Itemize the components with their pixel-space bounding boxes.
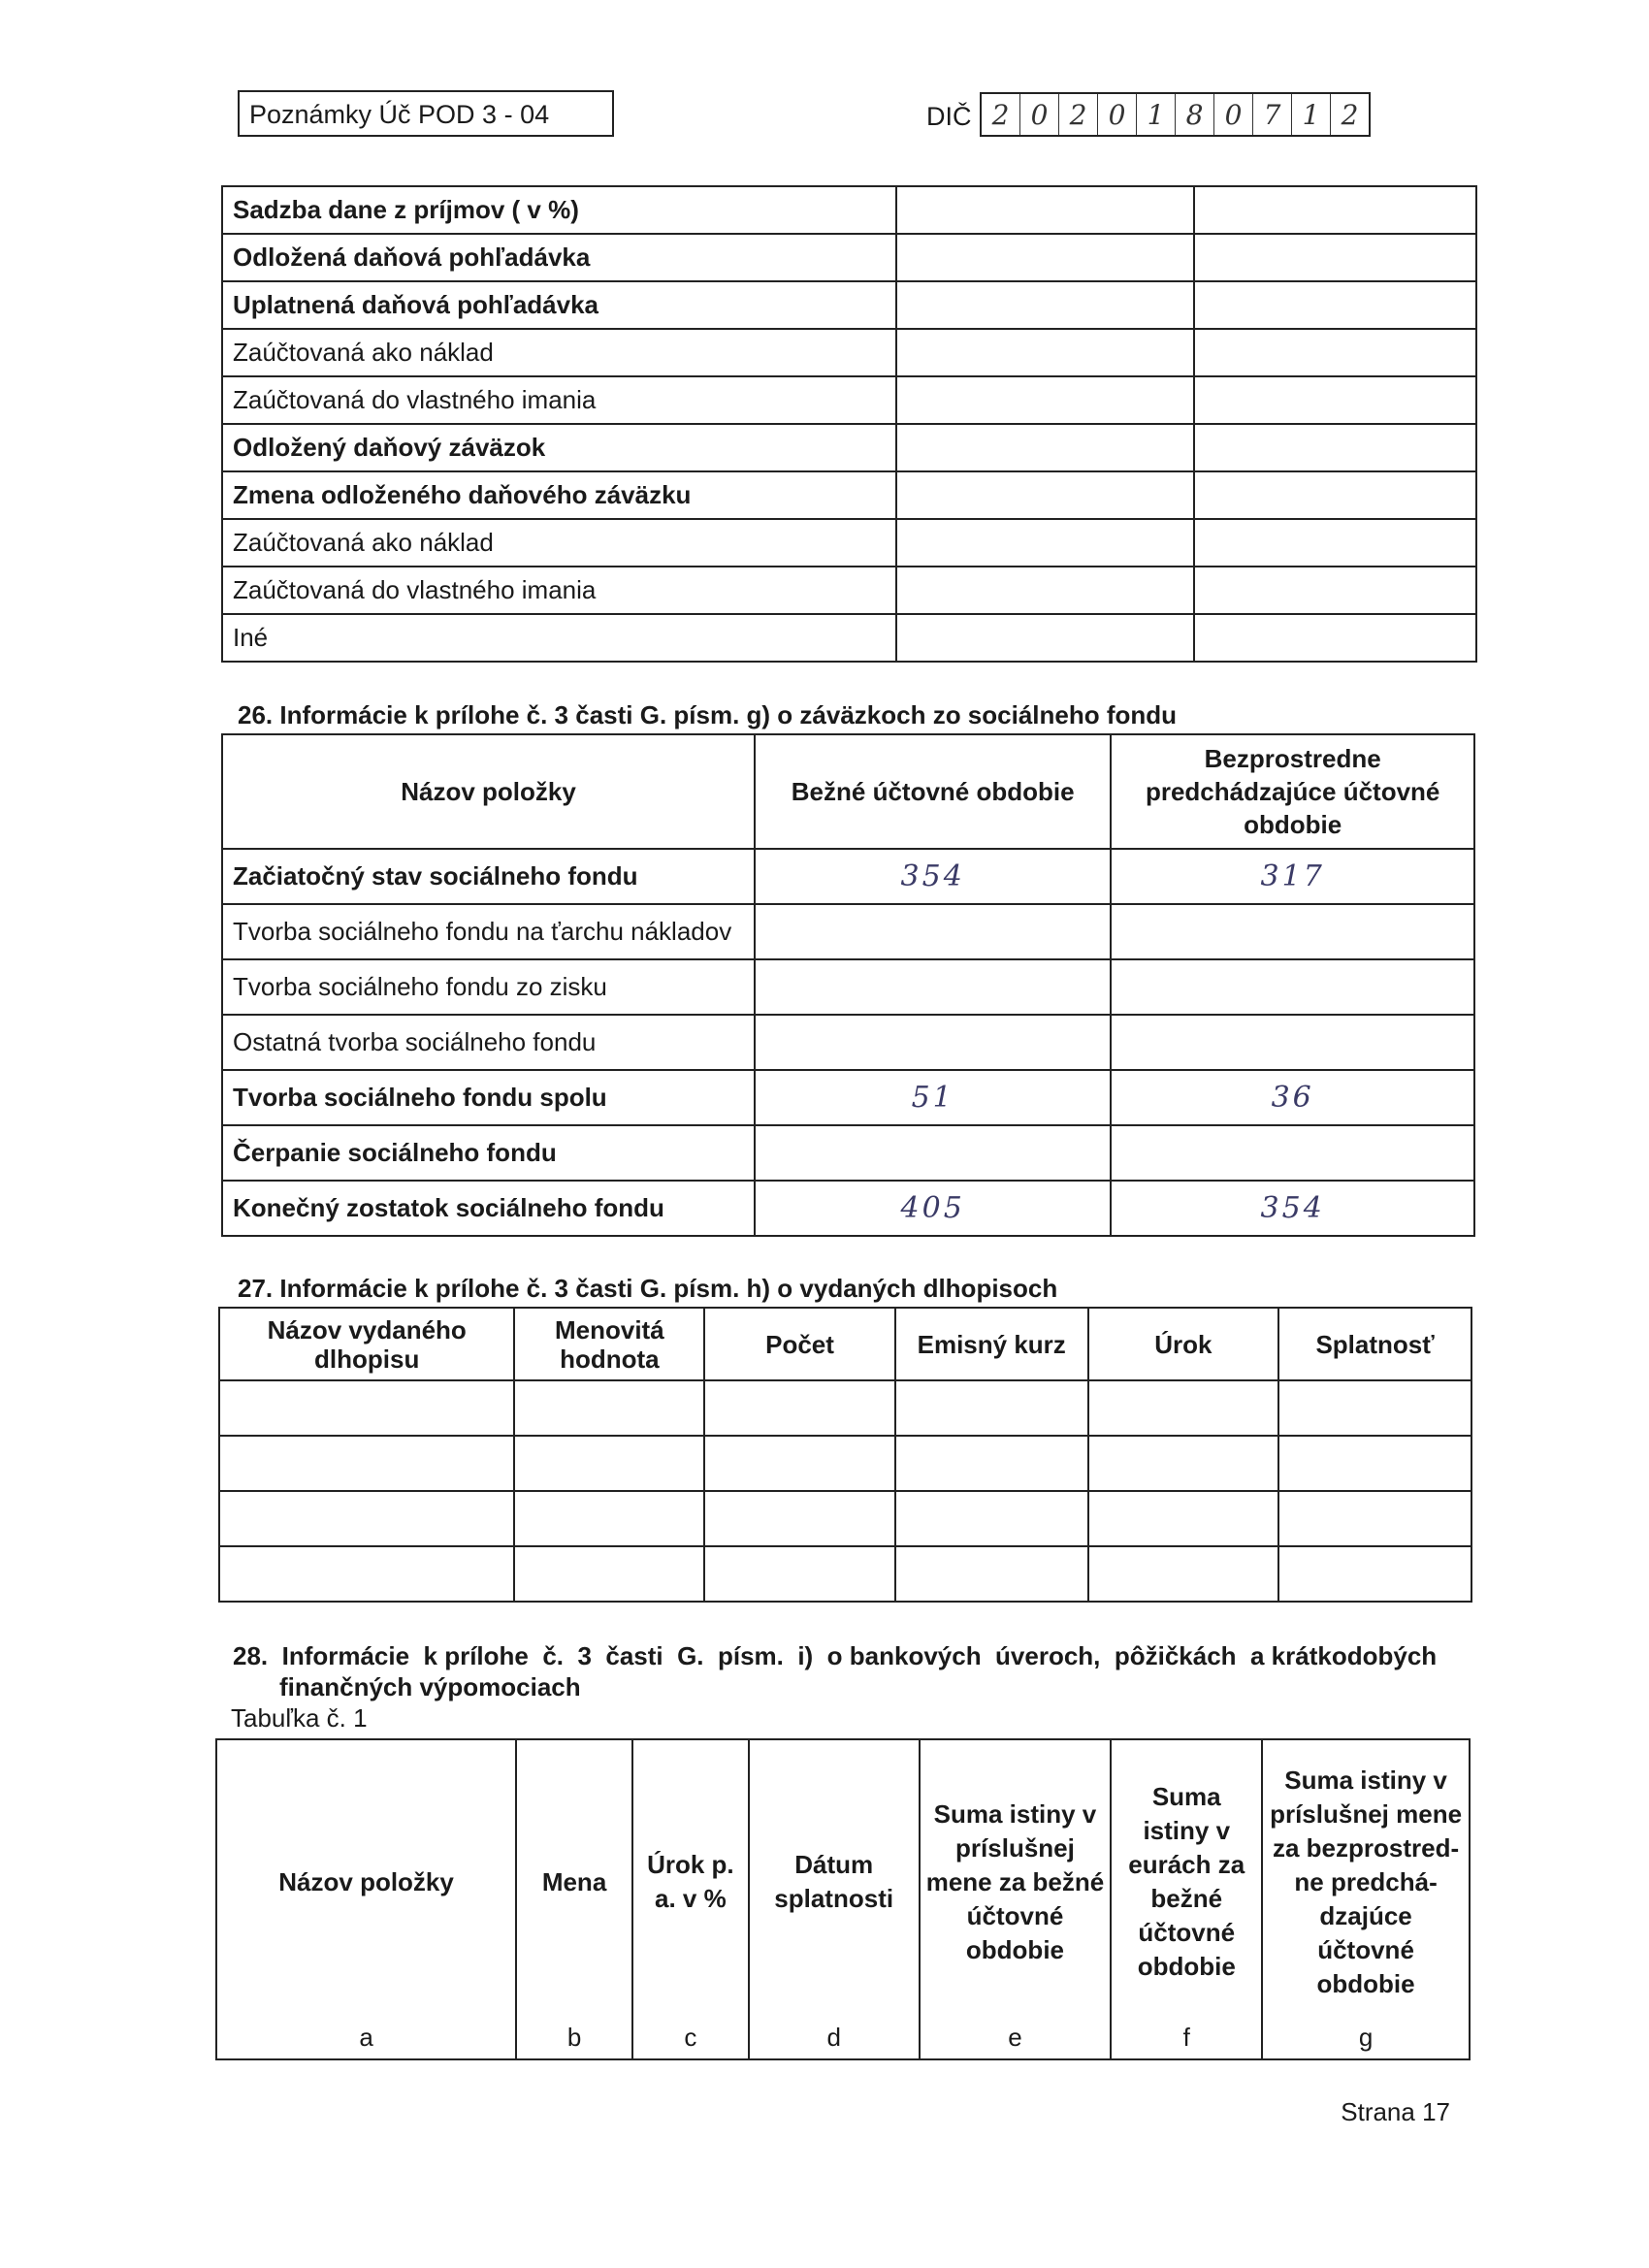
table-row [219,1491,1471,1546]
table-row [222,959,1474,1015]
table-row [222,614,1476,662]
empty-cell [704,1436,895,1491]
value-cell [1194,281,1476,329]
empty-cell [1278,1546,1471,1602]
table-row [222,281,1476,329]
loan-column-letter: g [1358,2023,1374,2052]
bond-column-header: Úrok [1088,1308,1279,1380]
row-label: Začiatočný stav sociálneho fondu [222,849,755,904]
table-row [222,1070,1474,1125]
value-cell [1194,519,1476,567]
empty-cell [514,1546,704,1602]
table-row [222,1015,1474,1070]
row-label: Konečný zostatok sociálneho fondu [222,1181,755,1236]
empty-cell [704,1546,895,1602]
table-row [222,186,1476,234]
loan-column-letter: b [566,2023,582,2052]
table-row [222,329,1476,376]
table-row [222,471,1476,519]
value-cell [1194,471,1476,519]
empty-cell [1278,1491,1471,1546]
loan-column-title: Suma istiny v príslušnej mene za bežné účtovné obdobie [925,1798,1105,1964]
current-value [755,1015,1111,1070]
loan-column-letter: f [1182,2023,1190,2052]
value-cell [896,186,1194,234]
empty-cell [514,1380,704,1436]
section-27-title: 27. Informácie k prílohe č. 3 časti G. písm. h) o vydaných dlhopisoch [238,1274,1058,1303]
table-row [222,1125,1474,1181]
previous-value: 317 [1111,849,1474,904]
loan-column-header [632,1739,749,2059]
col-previous-period: Bezprostredne predchádzajúce účtovné obdobie [1111,734,1474,849]
dic-digit: 0 [1098,94,1137,135]
table-row [222,519,1476,567]
dic-digit: 0 [1214,94,1253,135]
empty-cell [1278,1380,1471,1436]
bonds-table [218,1307,1472,1603]
row-label: Uplatnená daňová pohľadávka [222,281,896,329]
row-label: Odložená daňová pohľadávka [222,234,896,281]
page-number: Strana 17 [1341,2097,1450,2126]
value-cell [896,519,1194,567]
row-label: Zaúčtovaná do vlastného imania [222,567,896,614]
value-cell [896,376,1194,424]
value-cell [1194,186,1476,234]
table-row [219,1380,1471,1436]
empty-cell [895,1491,1088,1546]
value-cell [896,281,1194,329]
row-label: Tvorba sociálneho fondu na ťarchu nákladov [222,904,755,959]
section-26-title: 26. Informácie k prílohe č. 3 časti G. písm. g) o záväzkoch zo sociálneho fondu [238,700,1178,729]
row-label: Tvorba sociálneho fondu zo zisku [222,959,755,1015]
table-row [222,1181,1474,1236]
table-row [222,376,1476,424]
value-cell [896,234,1194,281]
row-label: Tvorba sociálneho fondu spolu [222,1070,755,1125]
dic-digit: 2 [982,94,1020,135]
previous-value: 36 [1111,1070,1474,1125]
value-cell [896,614,1194,662]
table-row [222,234,1476,281]
bond-column-header: Názov vydaného dlhopisu [219,1308,514,1380]
previous-value [1111,1125,1474,1181]
form-label: Poznámky Úč POD 3 - 04 [238,90,614,137]
empty-cell [514,1436,704,1491]
row-label: Sadzba dane z príjmov ( v %) [222,186,896,234]
value-cell [896,329,1194,376]
empty-cell [514,1491,704,1546]
value-cell [896,567,1194,614]
current-value [755,1125,1111,1181]
loan-column-header [216,1739,516,2059]
empty-cell [219,1491,514,1546]
loan-column-title: Mena [541,1866,607,1896]
empty-cell [895,1546,1088,1602]
current-value [755,959,1111,1015]
dic-digit: 1 [1137,94,1176,135]
table-row [219,1436,1471,1491]
row-label: Zaúčtovaná do vlastného imania [222,376,896,424]
loan-column-header [1111,1739,1262,2059]
previous-value [1111,904,1474,959]
bond-column-header: Počet [704,1308,895,1380]
table-row [222,567,1476,614]
loan-column-letter: d [826,2023,841,2052]
empty-cell [704,1491,895,1546]
loan-column-letter: c [684,2023,697,2052]
previous-value [1111,959,1474,1015]
empty-cell [219,1436,514,1491]
loan-column-title: Úrok p. a. v % [647,1850,734,1913]
value-cell [896,471,1194,519]
current-value [755,904,1111,959]
row-label: Ostatná tvorba sociálneho fondu [222,1015,755,1070]
empty-cell [895,1436,1088,1491]
loan-column-header [749,1739,920,2059]
loan-column-title: Dátum splatnosti [774,1850,894,1913]
row-label: Odložený daňový záväzok [222,424,896,471]
loans-table [215,1738,1471,2060]
social-fund-table [221,733,1475,1237]
value-cell [1194,234,1476,281]
empty-cell [1088,1491,1279,1546]
value-cell [1194,424,1476,471]
loan-column-title: Suma istiny v príslušnej mene za bezprostred-ne predchá-dzajúce účtovné obdobie [1270,1765,1463,1998]
dic-digit: 2 [1341,99,1359,131]
loan-column-header [1262,1739,1470,2059]
table-row [222,424,1476,471]
section-28-title-line1: 28. Informácie k prílohe č. 3 časti G. písm. i) o bankových úveroch, pôžičkách a krátkodobých [233,1641,1438,1670]
value-cell [1194,567,1476,614]
loan-column-title: Suma istiny v eurách za bežné účtovné obdobie [1128,1782,1245,1981]
loan-column-letter: e [1008,2023,1022,2052]
empty-cell [1088,1380,1279,1436]
bond-column-header: Splatnosť [1278,1308,1471,1380]
value-cell [1194,614,1476,662]
loan-column-header [516,1739,632,2059]
current-value: 51 [755,1070,1111,1125]
row-label: Zaúčtovaná ako náklad [222,519,896,567]
dic-digit: 2 [1059,94,1098,135]
dic-digit: 8 [1176,94,1214,135]
empty-cell [219,1546,514,1602]
previous-value [1111,1015,1474,1070]
previous-value: 354 [1111,1181,1474,1236]
empty-cell [219,1380,514,1436]
row-label: Iné [222,614,896,662]
col-current-period: Bežné účtovné obdobie [755,734,1111,849]
bond-column-header: Emisný kurz [895,1308,1088,1380]
loan-column-letter: a [359,2023,373,2052]
bond-column-header: Menovitá hodnota [514,1308,704,1380]
dic-boxes [980,92,1371,137]
table-row [222,849,1474,904]
empty-cell [1278,1436,1471,1491]
dic-label: DIČ [926,102,972,131]
value-cell [1194,329,1476,376]
value-cell [1194,376,1476,424]
table-row [222,904,1474,959]
deferred-tax-table [221,185,1477,663]
empty-cell [1088,1436,1279,1491]
row-label: Čerpanie sociálneho fondu [222,1125,755,1181]
col-item-name: Názov položky [222,734,755,849]
row-label: Zaúčtovaná ako náklad [222,329,896,376]
empty-cell [895,1380,1088,1436]
current-value: 405 [755,1181,1111,1236]
value-cell [896,424,1194,471]
loan-column-header [920,1739,1112,2059]
table-label: Tabuľka č. 1 [231,1703,368,1733]
section-28-title-line2: finančných výpomociach [279,1672,581,1701]
dic-digit: 7 [1253,94,1292,135]
empty-cell [704,1380,895,1436]
table-row [219,1546,1471,1602]
row-label: Zmena odloženého daňového záväzku [222,471,896,519]
dic-digit: 1 [1292,94,1331,135]
dic-digit: 0 [1020,94,1059,135]
empty-cell [1088,1546,1279,1602]
current-value: 354 [755,849,1111,904]
loan-column-title: Názov položky [278,1866,454,1896]
